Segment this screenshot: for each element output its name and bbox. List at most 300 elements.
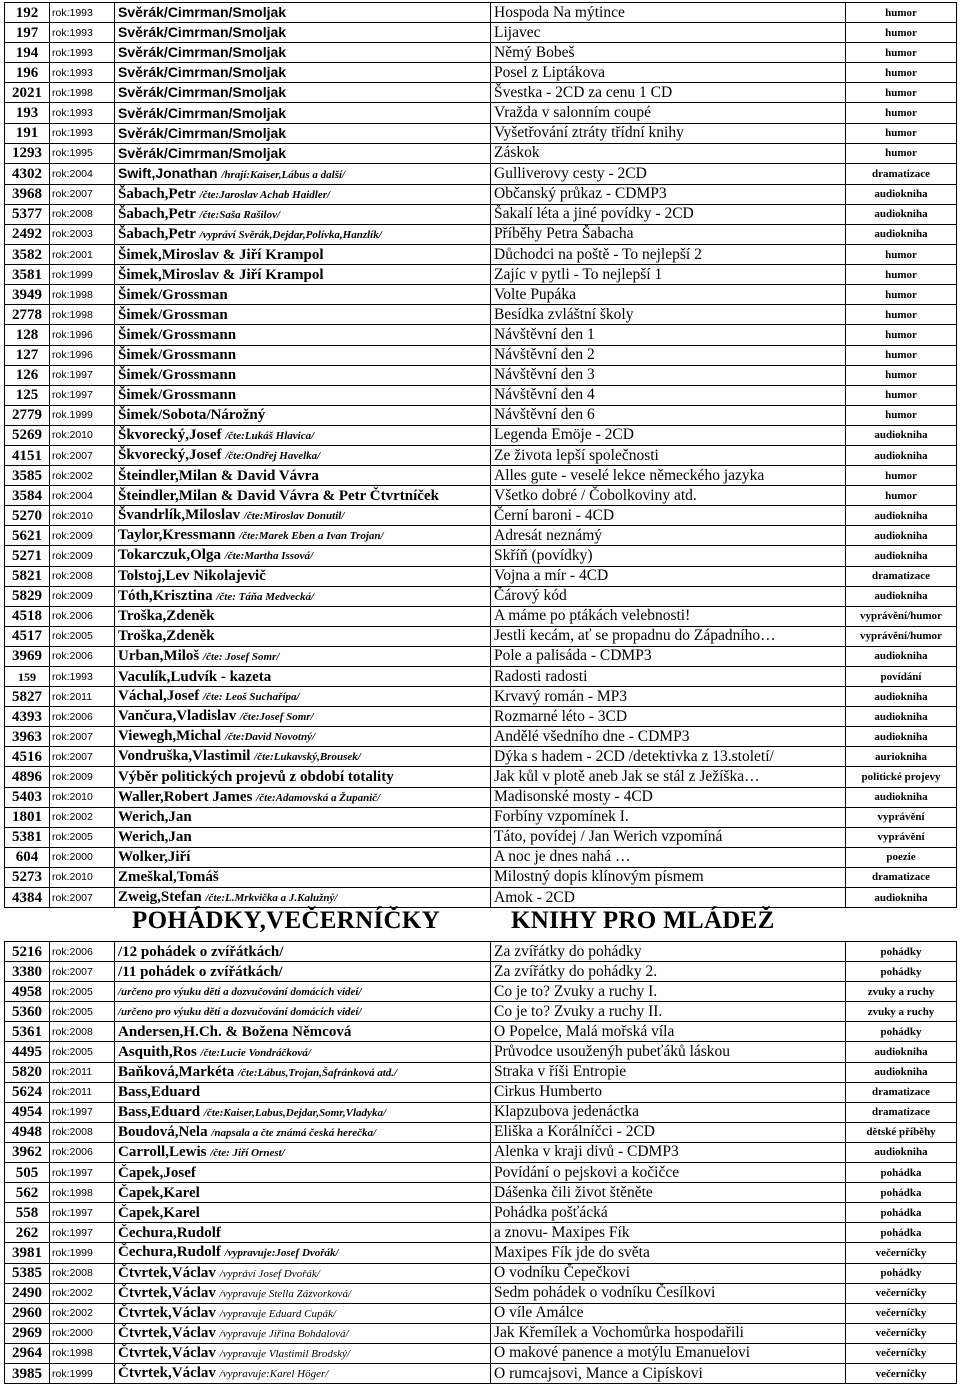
narrator-note: /vypráví Svěrák,Dejdar,Polívka,Hanzlík/ [199,228,382,241]
item-number: 1801 [5,807,50,827]
catalog-row [5,1002,957,1022]
author-name: Šimek/Grossmann [118,387,237,404]
item-number: 4495 [5,1042,50,1062]
genre-cell: vyprávění/humor [846,626,957,646]
item-number: 4954 [5,1102,50,1122]
narrator-note: /čte:Ondřej Havelka/ [225,450,321,463]
genre-cell: humor [846,43,957,63]
release-year: rok:1999 [50,1363,115,1383]
release-year: rok:2002 [50,466,115,486]
narrator-note: /hrají:Kaiser,Lábus a další/ [221,168,346,181]
genre-cell: audiokniha [846,1142,957,1162]
title-cell: Gulliverovy cesty - 2CD [491,163,846,184]
author-name: Čtvrtek,Václav [118,1344,216,1361]
genre-cell: humor [846,405,957,425]
title-cell: Povídání o pejskovi a kočičce [491,1163,846,1183]
author-cell [115,245,491,265]
catalog-row [5,63,957,83]
catalog-row [5,1203,957,1223]
release-year: rok:2007 [50,445,115,465]
title-cell: Vojna a mír - 4CD [491,566,846,586]
item-number: 2778 [5,305,50,325]
item-number: 2960 [5,1303,50,1323]
author-name: Carroll,Lewis [118,1143,207,1160]
genre-cell: humor [846,265,957,285]
release-year: rok:1999 [50,1243,115,1263]
item-number: 125 [5,385,50,405]
author-name: Šabach,Petr [118,225,196,242]
author-cell [115,626,491,646]
title-cell: Všetko dobré / Čobolkoviny atd. [491,486,846,506]
title-cell: Důchodci na poště - To nejlepší 2 [491,245,846,265]
title-cell: Zajíc v pytli - To nejlepší 1 [491,265,846,285]
catalog-row [5,506,957,526]
genre-cell: audiokniha [846,687,957,707]
title-cell: a znovu- Maxipes Fík [491,1223,846,1243]
heading-youth-books: KNIHY PRO MLÁDEŽ [511,907,775,934]
author-cell [115,566,491,586]
title-cell: Forbíny vzpomínek I. [491,807,846,827]
catalog-row [5,285,957,305]
release-year: rok:1997 [50,365,115,385]
catalog-row [5,385,957,405]
release-year: rok:1997 [50,1102,115,1122]
catalog-row [5,1062,957,1082]
item-number: 2964 [5,1343,50,1363]
item-number: 604 [5,847,50,867]
release-year: rok:2006 [50,646,115,666]
genre-cell: humor [846,486,957,506]
catalog-row [5,486,957,506]
author-cell [115,1323,491,1343]
release-year: rok:1993 [50,667,115,687]
title-cell: Maxipes Fík jde do světa [491,1243,846,1263]
release-year: rok:2005 [50,827,115,847]
catalog-row [5,23,957,43]
title-cell: Návštěvní den 4 [491,385,846,405]
release-year: rok:2005 [50,626,115,646]
release-year: rok:1998 [50,1343,115,1363]
release-year: rok:1993 [50,103,115,123]
release-year: rok:2005 [50,982,115,1002]
release-year: rok:2009 [50,546,115,566]
title-cell: Milostný dopis klínovým písmem [491,867,846,887]
item-number: 3969 [5,646,50,666]
title-cell: Co je to? Zvuky a ruchy I. [491,982,846,1002]
catalog-row [5,103,957,123]
catalog-table-main [4,2,957,908]
author-name: Čtvrtek,Václav [118,1365,216,1382]
release-year: rok:2007 [50,888,115,908]
author-cell [115,942,491,962]
author-cell [115,385,491,405]
item-number: 4151 [5,445,50,465]
author-cell [115,345,491,365]
author-name: Werich,Jan [118,829,192,846]
genre-cell: humor [846,123,957,143]
item-number: 192 [5,3,50,23]
catalog-row [5,1042,957,1062]
genre-cell: pohádka [846,1163,957,1183]
author-cell [115,365,491,385]
narrator-note: /čte:Marek Eben a Ivan Trojan/ [239,530,384,543]
release-year: rok:1997 [50,1203,115,1223]
release-year: rok:2006 [50,942,115,962]
title-cell: Madisonské mosty - 4CD [491,787,846,807]
release-year: rok:1993 [50,43,115,63]
item-number: 2490 [5,1283,50,1303]
item-number: 5829 [5,586,50,606]
author-name: Bass,Eduard [118,1084,201,1101]
narrator-note: /vypravuje Stella Zázvorková/ [219,1287,351,1300]
genre-cell: pohádky [846,942,957,962]
catalog-row [5,566,957,586]
catalog-row [5,1082,957,1102]
genre-cell: humor [846,345,957,365]
release-year: rok:1993 [50,23,115,43]
title-cell: Co je to? Zvuky a ruchy II. [491,1002,846,1022]
release-year: rok.2006 [50,606,115,626]
author-name: Svěrák/Cimrman/Smoljak [118,24,287,41]
catalog-row [5,1363,957,1383]
catalog-row [5,1283,957,1303]
author-name: Asquith,Ros [118,1043,197,1060]
item-number: 5271 [5,546,50,566]
genre-cell: audiokniha [846,425,957,445]
release-year: rok:2003 [50,224,115,244]
author-cell [115,747,491,767]
author-name: Svěrák/Cimrman/Smoljak [118,4,287,21]
author-cell [115,1082,491,1102]
release-year: rok:2007 [50,727,115,747]
title-cell: Návštěvní den 2 [491,345,846,365]
author-cell [115,546,491,566]
item-number: 3585 [5,466,50,486]
genre-cell: humor [846,466,957,486]
genre-cell: politické projevy [846,767,957,787]
genre-cell: pohádky [846,962,957,982]
item-number: 3581 [5,265,50,285]
author-name: Čtvrtek,Václav [118,1264,216,1281]
title-cell: O víle Amálce [491,1303,846,1323]
item-number: 3962 [5,1142,50,1162]
item-number: 5377 [5,204,50,224]
title-cell: Dýka s hadem - 2CD /detektivka z 13.století/ [491,747,846,767]
genre-cell: humor [846,103,957,123]
release-year: rok:2008 [50,204,115,224]
genre-cell: večerníčky [846,1243,957,1263]
author-name: Taylor,Kressmann [118,527,236,544]
narrator-note: /napsala a čte známá česká herečka/ [211,1126,377,1139]
release-year: rok:1997 [50,1163,115,1183]
title-cell: Legenda Emöje - 2CD [491,425,846,445]
narrator-note: /vypravuje Vlastimil Brodský/ [219,1347,350,1360]
narrator-note: /vypravuje Jiřina Bohdalová/ [219,1327,349,1340]
genre-cell: dramatizace [846,1102,957,1122]
genre-cell: humor [846,23,957,43]
item-number: 3582 [5,245,50,265]
item-number: 2969 [5,1323,50,1343]
genre-cell: povídání [846,667,957,687]
genre-cell: vyprávění/humor [846,606,957,626]
title-cell: Adresát neznámý [491,526,846,546]
author-cell [115,827,491,847]
catalog-row [5,687,957,707]
author-cell [115,445,491,465]
author-cell [115,526,491,546]
release-year: rok:2010 [50,506,115,526]
item-number: 3963 [5,727,50,747]
author-cell [115,727,491,747]
author-cell [115,707,491,727]
catalog-row [5,727,957,747]
release-year: rok:1998 [50,1183,115,1203]
author-name: Šteindler,Milan & David Vávra [118,467,319,484]
narrator-note: /vypráví Josef Dvořák/ [219,1267,320,1280]
genre-cell: audiokniha [846,707,957,727]
author-cell [115,1062,491,1082]
release-year: rok:2002 [50,1283,115,1303]
title-cell: Návštěvní den 3 [491,365,846,385]
author-cell [115,1203,491,1223]
author-cell [115,63,491,83]
narrator-note: /čte: Leoš Suchařípa/ [203,691,300,704]
item-number: 5821 [5,566,50,586]
title-cell: Alenka v kraji divů - CDMP3 [491,1142,846,1162]
narrator-note: /čte: Jiří Ornest/ [210,1146,285,1159]
author-name: Vondruška,Vlastimil [118,748,251,765]
catalog-row [5,123,957,143]
title-cell: Andělé všedního dne - CDMP3 [491,727,846,747]
genre-cell: dramatizace [846,566,957,586]
item-number: 3985 [5,1363,50,1383]
author-name: Čapek,Karel [118,1184,200,1201]
catalog-row [5,1243,957,1263]
title-cell: O Popelce, Malá mořská víla [491,1022,846,1042]
item-number: 5216 [5,942,50,962]
item-number: 3949 [5,285,50,305]
title-cell: Jak kůl v plotě aneb Jak se stál z Ježíška… [491,767,846,787]
author-cell [115,123,491,143]
genre-cell: audiokniha [846,204,957,224]
catalog-row [5,847,957,867]
item-number: 4516 [5,747,50,767]
item-number: 5621 [5,526,50,546]
author-cell [115,3,491,23]
catalog-row [5,867,957,887]
author-cell [115,1122,491,1142]
catalog-row [5,827,957,847]
title-cell: Pole a palisáda - CDMP3 [491,646,846,666]
author-name: Troška,Zdeněk [118,608,215,625]
author-name: Šimek,Miroslav & Jiří Krampol [118,266,324,283]
item-number: 1293 [5,143,50,163]
title-cell: Za zvířátky do pohádky 2. [491,962,846,982]
author-cell [115,486,491,506]
catalog-row [5,747,957,767]
title-cell: Návštěvní den 1 [491,325,846,345]
item-number: 4948 [5,1122,50,1142]
catalog-row [5,606,957,626]
item-number: 5361 [5,1022,50,1042]
author-cell [115,405,491,425]
narrator-note: /čte:Miroslav Donutil/ [243,510,345,523]
title-cell: Jak Křemílek a Vochomůrka hospodařili [491,1323,846,1343]
author-name: Svěrák/Cimrman/Smoljak [118,64,287,81]
author-cell [115,667,491,687]
release-year: rok:1998 [50,305,115,325]
release-year: rok:2010 [50,787,115,807]
catalog-table-kids [4,941,957,1384]
narrator-note: /čte: Josef Somr/ [203,650,280,663]
narrator-note: /čte:Lukavský,Brousek/ [254,751,361,764]
item-number: 558 [5,1203,50,1223]
narrator-note: /čte:Jaroslav Achab Haidler/ [199,188,331,201]
item-number: 262 [5,1223,50,1243]
release-year: rok:2000 [50,847,115,867]
catalog-row [5,626,957,646]
catalog-row [5,787,957,807]
heading-fairy-tales: POHÁDKY,VEČERNÍČKY [132,907,440,934]
release-year: rok:2002 [50,1303,115,1323]
genre-cell: audiokniha [846,1062,957,1082]
catalog-row [5,405,957,425]
catalog-row [5,667,957,687]
genre-cell: humor [846,325,957,345]
author-name: Werich,Jan [118,809,192,826]
author-name: Váchal,Josef [118,688,200,705]
author-cell [115,1263,491,1283]
title-cell: Švestka - 2CD za cenu 1 CD [491,83,846,103]
release-year: rok:2009 [50,767,115,787]
narrator-note: /vypravuje:Josef Dvořák/ [224,1247,339,1260]
genre-cell: vyprávění [846,827,957,847]
author-name: Šimek,Miroslav & Jiří Krampol [118,246,324,263]
genre-cell: audiokniha [846,224,957,244]
author-name: Svěrák/Cimrman/Smoljak [118,144,287,161]
release-year: rok:2011 [50,1062,115,1082]
release-year: rok:1997 [50,1223,115,1243]
catalog-row [5,982,957,1002]
genre-cell: večerníčky [846,1303,957,1323]
release-year: rok:2001 [50,245,115,265]
genre-cell: pohádka [846,1223,957,1243]
item-number: 2021 [5,83,50,103]
author-name: Waller,Robert James [118,788,253,805]
release-year: rok:1995 [50,143,115,163]
item-number: 197 [5,23,50,43]
catalog-row [5,1022,957,1042]
genre-cell: zvuky a ruchy [846,982,957,1002]
item-number: 5269 [5,425,50,445]
author-cell [115,962,491,982]
narrator-note: /čte:Lábus,Trojan,Šafránková atd./ [238,1066,398,1079]
release-year: rok:2002 [50,807,115,827]
author-cell [115,767,491,787]
item-number: 4517 [5,626,50,646]
item-number: 5360 [5,1002,50,1022]
genre-cell: audiokniha [846,727,957,747]
author-cell [115,586,491,606]
title-cell: Posel z Liptákova [491,63,846,83]
narrator-note: /čte:Lucie Vondráčková/ [200,1046,311,1059]
author-cell [115,305,491,325]
genre-cell: pohádka [846,1183,957,1203]
release-year: rok:1998 [50,285,115,305]
release-year: rok:2008 [50,566,115,586]
author-name: Svěrák/Cimrman/Smoljak [118,124,287,141]
genre-cell: humor [846,285,957,305]
narrator-note: /čte:Kaiser,Labus,Dejdar,Somr,Vladyka/ [203,1106,386,1119]
author-cell [115,982,491,1002]
catalog-row [5,204,957,224]
title-cell: Hospoda Na mýtince [491,3,846,23]
title-cell: Táto, povídej / Jan Werich vzpomíná [491,827,846,847]
author-cell [115,1363,491,1383]
title-cell: Šakalí léta a jiné povídky - 2CD [491,204,846,224]
author-cell [115,103,491,123]
title-cell: Průvodce usouženýh pubeťáků láskou [491,1042,846,1062]
genre-cell: humor [846,385,957,405]
item-number: 5385 [5,1263,50,1283]
item-number: 193 [5,103,50,123]
genre-cell: audiokniha [846,526,957,546]
genre-cell: večerníčky [846,1283,957,1303]
catalog-row [5,224,957,244]
genre-cell: humor [846,3,957,23]
genre-cell: zvuky a ruchy [846,1002,957,1022]
author-name: Vančura,Vladislav [118,708,237,725]
author-name: Andersen,H.Ch. & Božena Němcová [118,1023,352,1040]
author-cell [115,83,491,103]
genre-cell: pohádky [846,1022,957,1042]
author-name: Čtvrtek,Václav [118,1324,216,1341]
title-cell: Návštěvní den 6 [491,405,846,425]
item-number: 159 [5,667,50,687]
genre-cell: humor [846,83,957,103]
catalog-row [5,43,957,63]
release-year: rok:2011 [50,687,115,707]
release-year: rok:1993 [50,3,115,23]
author-name: Boudová,Nela [118,1123,208,1140]
release-year: rok:2004 [50,486,115,506]
author-name: Škvorecký,Josef [118,426,222,443]
author-cell [115,506,491,526]
item-number: 5273 [5,867,50,887]
item-number: 4393 [5,707,50,727]
release-year: rok:1998 [50,83,115,103]
item-number: 4302 [5,163,50,184]
catalog-row [5,1102,957,1122]
title-cell: Krvavý román - MP3 [491,687,846,707]
author-name: Tóth,Krisztina [118,587,213,604]
release-year: rok:1996 [50,325,115,345]
narrator-note: /čte:Martha Issová/ [224,550,314,563]
item-number: 4958 [5,982,50,1002]
author-cell [115,1183,491,1203]
genre-cell: audiokniha [846,888,957,908]
author-cell [115,184,491,204]
title-cell: A noc je dnes nahá … [491,847,846,867]
author-cell [115,163,491,184]
release-year: rok.1999 [50,405,115,425]
narrator-note: /čte:Josef Somr/ [239,711,314,724]
catalog-row [5,1122,957,1142]
author-cell [115,606,491,626]
title-cell: Dášenka čili život štěněte [491,1183,846,1203]
author-name: Výběr politických projevů z období totality [118,769,394,786]
title-cell: Sedm pohádek o vodníku Česílkovi [491,1283,846,1303]
